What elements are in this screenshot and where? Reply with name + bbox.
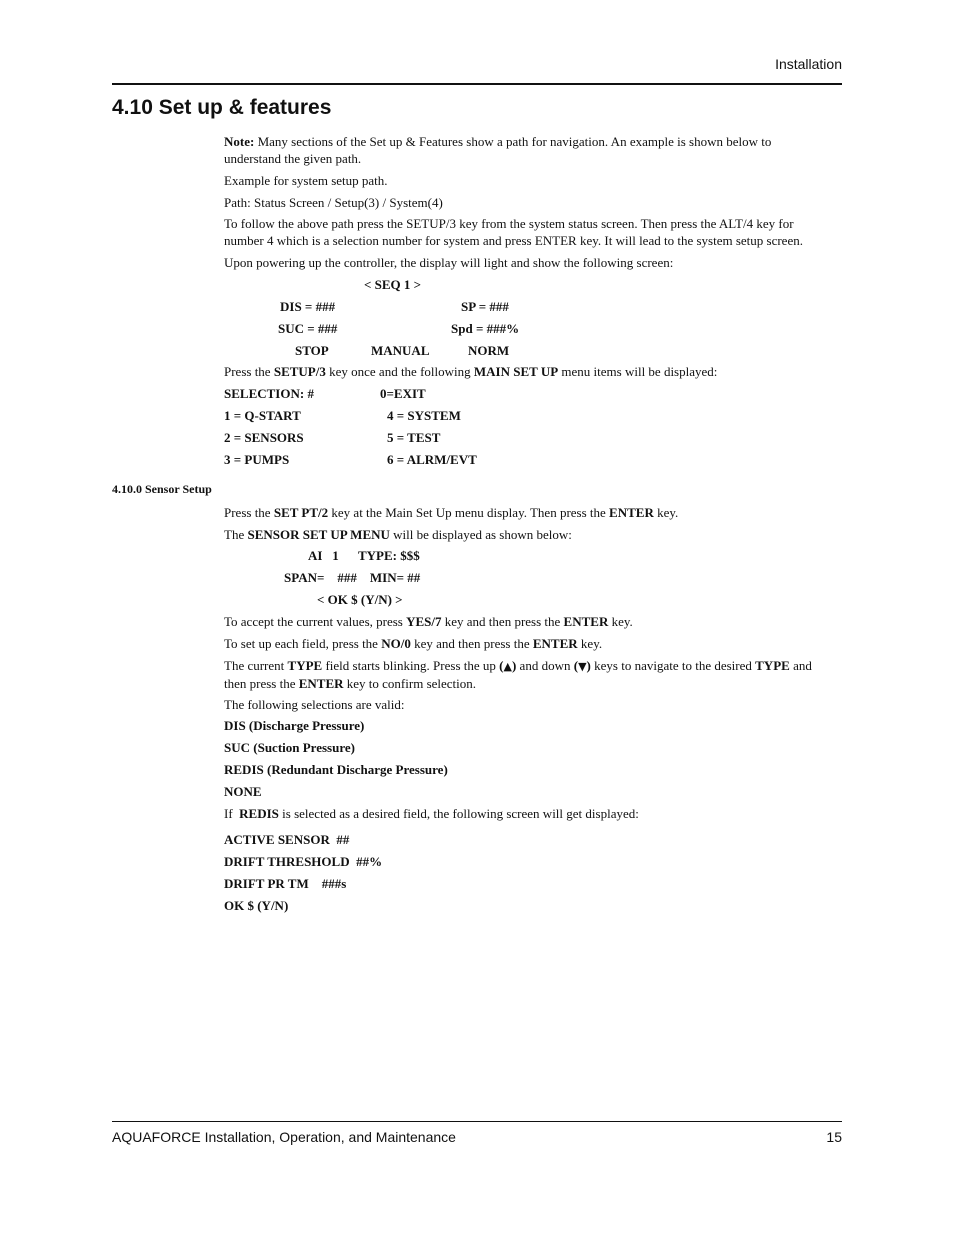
p2-text-1: The [224,527,248,542]
sensor-p2 [224,526,830,543]
menu-item: 1 = Q-START [224,408,301,423]
down-paren-open: ( [573,658,579,673]
footer-rule [112,1121,842,1122]
sensor-screen-span: SPAN= ### MIN= ## [284,570,421,585]
p5-key-3: ENTER [298,676,344,691]
up-paren-close: ) [511,658,517,673]
subsection-title: 4.10.0 Sensor Setup [112,482,212,496]
p1-text-1: Press the [224,505,274,520]
p4-text-1: To set up each field, press the [224,636,382,651]
setup-text-3: menu items will be displayed: [558,364,718,379]
p1-key-1: SET PT/2 [273,505,329,520]
power-up-paragraph: Upon powering up the controller, the display will light and show the following screen: [224,255,674,270]
setup-text-2: key once and the following [325,364,474,379]
p1-text-3: key. [653,505,679,520]
p3-key-2: ENTER [563,614,609,629]
status-stop: STOP [295,343,329,358]
header-rule [112,83,842,85]
sensor-p6 [224,805,830,822]
menu-item: 2 = SENSORS [224,430,304,445]
p6-text-2: is selected as a desired field, the following screen will get displayed: [278,806,639,821]
p4-text-3: key. [577,636,603,651]
p5-text-5: and then press the [224,658,812,691]
status-manual: MANUAL [371,343,430,358]
section-title: 4.10 Set up & features [112,96,332,119]
setup-text-1: Press the [224,364,274,379]
p5-text-2: field starts blinking. Press the up [322,658,500,673]
sensor-p3 [224,613,830,630]
redis-line: ACTIVE SENSOR ## [224,832,350,847]
status-norm: NORM [468,343,510,358]
p4-key-1: NO/0 [381,636,411,651]
p3-text-2: key and then press the [441,614,564,629]
p5-text-6: key to confirm selection. [343,676,477,691]
p1-key-2: ENTER [609,505,654,520]
p5-text-3: and down [516,658,574,673]
sensor-p4 [224,635,830,652]
status-spd: Spd = ###% [451,321,520,336]
p6-key-1: REDIS [239,806,279,821]
menu-selection: SELECTION: # [224,386,314,401]
note-label: Note: [224,134,255,149]
status-sp: SP = ### [461,299,509,314]
footer-title: AQUAFORCE Installation, Operation, and Maintenance [112,1129,456,1145]
p5-key-1: TYPE [287,658,323,673]
p3-text-3: key. [608,614,633,629]
status-seq: < SEQ 1 > [364,277,422,292]
main-setup-label: MAIN SET UP [473,364,559,379]
menu-item: 5 = TEST [387,430,441,445]
p2-key-1: SENSOR SET UP MENU [247,527,390,542]
menu-item: 4 = SYSTEM [387,408,461,423]
up-paren-open: ( [499,658,504,673]
sensor-screen-ai: AI 1 TYPE: $$$ [308,548,420,563]
valid-option: NONE [224,784,262,799]
valid-option: SUC (Suction Pressure) [224,740,355,755]
setup-paragraph [224,363,830,380]
note-paragraph [224,133,830,167]
menu-item: 3 = PUMPS [224,452,290,467]
menu-item: 6 = ALRM/EVT [387,452,477,467]
sensor-p5 [224,657,830,692]
p1-text-2: key at the Main Set Up menu display. Then press the [328,505,610,520]
page-number: 15 [826,1129,842,1145]
redis-line: OK $ (Y/N) [224,898,289,913]
p4-key-2: ENTER [532,636,578,651]
down-paren-close: ) [586,658,591,673]
redis-line: DRIFT THRESHOLD ##% [224,854,383,869]
follow-paragraph: To follow the above path press the SETUP/3 key from the system status screen. Then press the ALT/4 key for number 4 which is a selection number for system and press ENTER key. It will lead to the system setup screen. [224,216,803,248]
p5-text-4: keys to navigate to the desired [590,658,756,673]
sensor-p1 [224,504,830,521]
p5-key-2: TYPE [755,658,790,673]
p3-text-1: To accept the current values, press [224,614,407,629]
p3-key-1: YES/7 [406,614,442,629]
path-paragraph: Path: Status Screen / Setup(3) / System(4) [224,195,443,210]
status-dis: DIS = ### [280,299,336,314]
example-paragraph: Example for system setup path. [224,173,388,188]
p5-text-1: The current [224,658,288,673]
p4-text-2: key and then press the [410,636,533,651]
valid-option: DIS (Discharge Pressure) [224,718,365,733]
sensor-screen-ok: < OK $ (Y/N) > [317,592,403,607]
valid-option: REDIS (Redundant Discharge Pressure) [224,762,448,777]
status-suc: SUC = ### [278,321,338,336]
redis-line: DRIFT PR TM ###s [224,876,347,891]
up-arrow-icon: ▲ [503,660,512,673]
p2-text-2: will be displayed as shown below: [389,527,572,542]
note-text: Many sections of the Set up & Features show a path for navigation. An example is shown below to understand the given path. [224,134,772,166]
setup-key: SETUP/3 [273,364,326,379]
valid-intro: The following selections are valid: [224,697,405,712]
menu-exit: 0=EXIT [380,386,426,401]
down-arrow-icon: ▼ [578,660,587,673]
p6-text-1: If [224,806,240,821]
header-section-label: Installation [775,56,842,72]
